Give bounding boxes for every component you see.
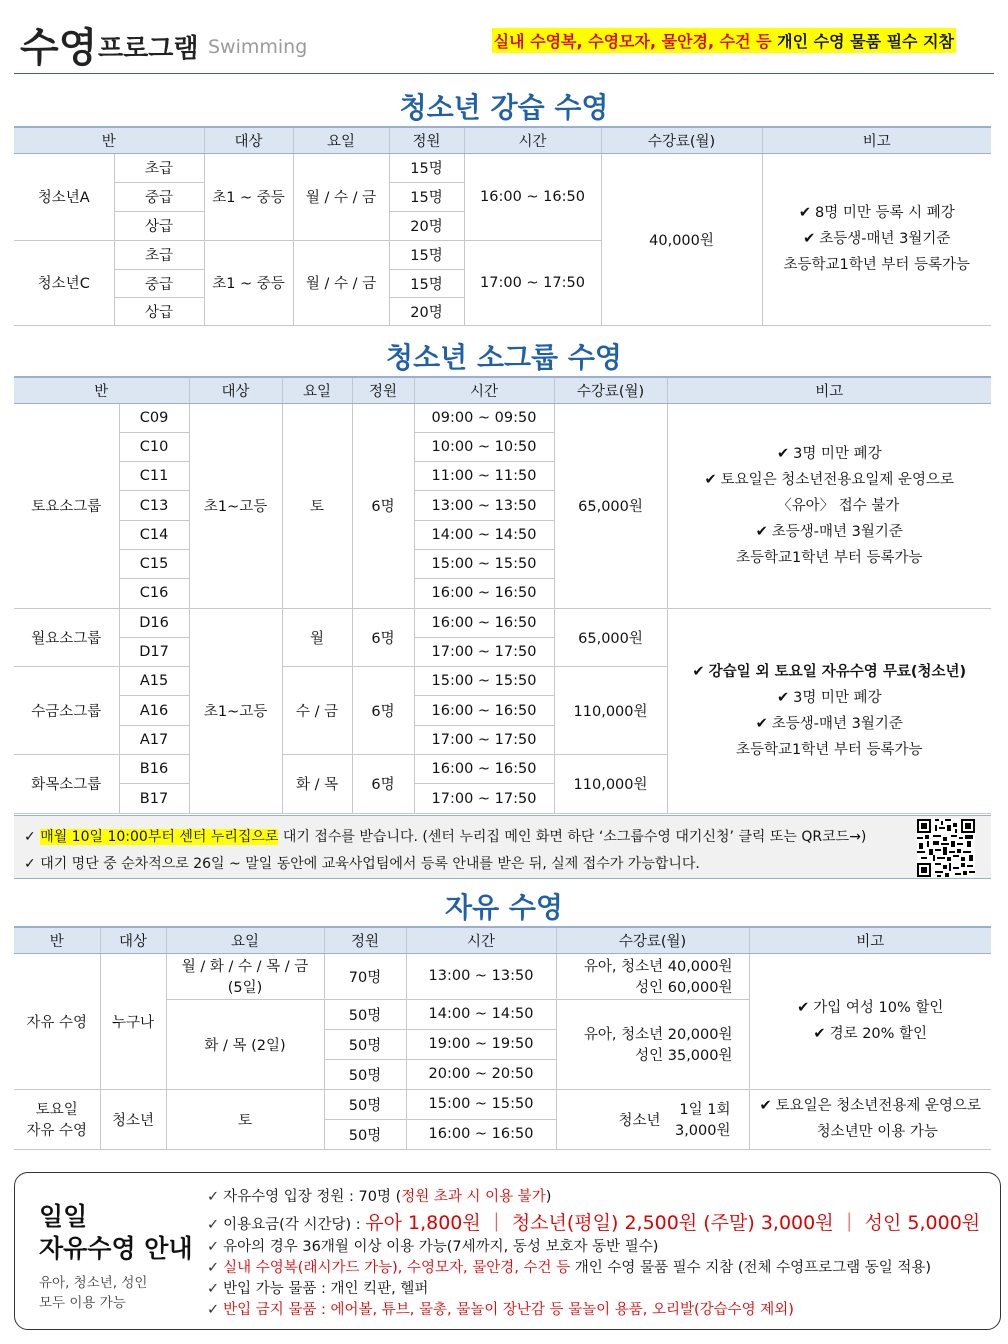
days: 수 / 금 — [282, 667, 352, 755]
daily-line-5: ✓ 반입 가능 물품 : 개인 킥판, 헬퍼 — [207, 1281, 429, 1297]
time: 16:00 ~ 16:50 — [414, 696, 554, 725]
level: 상급 — [114, 211, 204, 240]
time: 15:00 ~ 15:50 — [414, 549, 554, 578]
qr-code-icon[interactable] — [917, 819, 975, 877]
table-header — [14, 927, 991, 953]
col-header: 시간 — [464, 127, 601, 153]
capacity: 15명 — [389, 269, 464, 297]
days: 월 / 수 / 금 — [293, 240, 389, 325]
class-code: C14 — [119, 520, 189, 549]
col-header: 대상 — [100, 927, 166, 953]
time: 16:00 ~ 16:50 — [414, 579, 554, 608]
check-icon: ✔ — [797, 1000, 810, 1016]
check-icon: ✓ — [207, 1189, 220, 1205]
class-code: C15 — [119, 549, 189, 578]
days: 월 / 수 / 금 — [293, 153, 389, 240]
time: 10:00 ~ 10:50 — [414, 432, 554, 461]
daily-line-4: ✓ 실내 수영복(래시가드 가능), 수영모자, 물안경, 수건 등 개인 수영 물품 필수 지참 (전체 수영프로그램 동일 적용) — [207, 1260, 932, 1276]
title-main: 수영 — [20, 25, 98, 71]
capacity: 6명 — [352, 755, 414, 814]
capacity: 6명 — [352, 608, 414, 667]
daily-free-swim-box — [14, 1172, 1001, 1330]
level: 중급 — [114, 269, 204, 297]
fee: 40,000원 — [601, 153, 762, 325]
col-header: 수강료(월) — [601, 127, 762, 153]
col-header: 시간 — [406, 927, 556, 953]
col-header: 정원 — [352, 377, 414, 403]
daily-sub-1: 유아, 청소년, 성인 — [39, 1275, 148, 1291]
daily-line-3: ✓ 유아의 경우 36개월 이상 이용 가능(7세까지, 동성 보호자 동반 필수) — [207, 1239, 659, 1255]
class-name: 월요소그룹 — [14, 608, 119, 667]
small-group-table — [14, 376, 991, 814]
gear-notice — [492, 28, 956, 53]
fee: 110,000원 — [554, 755, 667, 814]
check-icon: ✔ — [704, 471, 717, 488]
fee: 유아, 청소년 40,000원 성인 60,000원 — [556, 953, 749, 999]
page-header — [14, 10, 994, 74]
notes: ✔ 8명 미만 등록 시 폐강 ✔ 초등생-매년 3월기준 초등학교1학년 부터 등록가능 — [762, 153, 991, 325]
class-code: C09 — [119, 403, 189, 432]
check-icon: ✔ — [776, 689, 790, 706]
time: 09:00 ~ 09:50 — [414, 403, 554, 432]
level: 초급 — [114, 240, 204, 269]
table-row — [14, 403, 991, 432]
check-icon: ✔ — [692, 663, 705, 680]
capacity: 50명 — [324, 1119, 406, 1149]
gear-notice-black: 개인 수영 물품 필수 지참 — [771, 32, 954, 51]
time: 17:00 ~ 17:50 — [414, 637, 554, 666]
youth-lesson-table — [14, 126, 991, 326]
check-icon: ✓ — [24, 829, 36, 845]
class-name: 토요일 자유 수영 — [14, 1089, 100, 1149]
daily-line-2: ✓ 이용요금(각 시간당) : 유아 1,800원 ｜ 청소년(평일) 2,500원 (주말) 3,000원 ｜ 성인 5,000원 — [207, 1212, 981, 1234]
col-header: 요일 — [282, 377, 352, 403]
col-header: 대상 — [204, 127, 293, 153]
class-name: 자유 수영 — [14, 953, 100, 1089]
small-group-title: 청소년 소그룹 수영 — [386, 341, 622, 374]
col-header: 대상 — [189, 377, 282, 403]
capacity: 6명 — [352, 667, 414, 755]
level: 중급 — [114, 182, 204, 211]
waitlist-line-1: ✓ 매월 10일 10:00부터 센터 누리집으로 대기 접수를 받습니다. (센터 누리집 메인 화면 하단 ‘소그룹수영 대기신청’ 클릭 또는 QR코드→) — [24, 829, 867, 845]
capacity: 70명 — [324, 953, 406, 999]
capacity: 20명 — [389, 297, 464, 325]
capacity: 50명 — [324, 999, 406, 1029]
notes: ✔ 3명 미만 폐강 ✔ 토요일은 청소년전용요일제 운영으로 〈유아〉 접수 불가 ✔ 초등생-매년 3월기준 초등학교1학년 부터 등록가능 — [667, 403, 991, 608]
target: 초1 ~ 중등 — [204, 153, 293, 240]
time: 15:00 ~ 15:50 — [406, 1089, 556, 1119]
time: 16:00 ~ 16:50 — [414, 608, 554, 637]
class-code: C13 — [119, 491, 189, 520]
class-code: B17 — [119, 784, 189, 813]
col-header: 반 — [14, 927, 100, 953]
time: 16:00 ~ 16:50 — [414, 755, 554, 784]
class-code: C16 — [119, 579, 189, 608]
table-row — [14, 153, 991, 182]
table-header — [14, 377, 991, 403]
fee: 110,000원 — [554, 667, 667, 755]
waitlist-line-2: ✓ 대기 명단 중 순차적으로 26일 ~ 말일 동안에 교육사업팀에서 등록 안내를 받은 뒤, 실제 접수가 가능합니다. — [24, 856, 700, 872]
capacity: 15명 — [389, 153, 464, 182]
fee: 65,000원 — [554, 608, 667, 667]
capacity: 50명 — [324, 1059, 406, 1089]
target: 초1 ~ 중등 — [204, 240, 293, 325]
class-code: A17 — [119, 725, 189, 754]
class-name: 청소년A — [14, 153, 114, 240]
capacity: 50명 — [324, 1089, 406, 1119]
check-icon: ✓ — [207, 1260, 220, 1276]
days: 토 — [166, 1089, 324, 1149]
col-header: 요일 — [293, 127, 389, 153]
col-header: 정원 — [389, 127, 464, 153]
time: 14:00 ~ 14:50 — [406, 999, 556, 1029]
class-code: D17 — [119, 637, 189, 666]
target: 청소년 — [100, 1089, 166, 1149]
capacity: 20명 — [389, 211, 464, 240]
check-icon: ✓ — [24, 856, 36, 872]
daily-title-1: 일일 — [39, 1202, 88, 1231]
check-icon: ✔ — [755, 523, 768, 540]
target: 누구나 — [100, 953, 166, 1089]
check-icon: ✔ — [803, 231, 816, 247]
col-header: 비고 — [762, 127, 991, 153]
col-header: 시간 — [414, 377, 554, 403]
class-code: D16 — [119, 608, 189, 637]
col-header: 수강료(월) — [556, 927, 749, 953]
target: 초1~고등 — [189, 403, 282, 608]
days: 월 / 화 / 수 / 목 / 금 (5일) — [166, 953, 324, 999]
level: 초급 — [114, 153, 204, 182]
table-row — [14, 608, 991, 637]
col-header: 반 — [14, 127, 204, 153]
class-code: C10 — [119, 432, 189, 461]
capacity: 50명 — [324, 1029, 406, 1059]
col-header: 비고 — [749, 927, 991, 953]
free-swim-table — [14, 926, 991, 1150]
table-header — [14, 127, 991, 153]
title-sub: 프로그램 — [98, 34, 199, 64]
capacity: 15명 — [389, 240, 464, 269]
check-icon: ✔ — [776, 445, 790, 462]
check-icon: ✔ — [755, 715, 768, 732]
level: 상급 — [114, 297, 204, 325]
time: 17:00 ~ 17:50 — [464, 240, 601, 325]
class-name: 화목소그룹 — [14, 755, 119, 814]
col-header: 정원 — [324, 927, 406, 953]
days: 화 / 목 — [282, 755, 352, 814]
days: 화 / 목 (2일) — [166, 999, 324, 1089]
time: 20:00 ~ 20:50 — [406, 1059, 556, 1089]
time: 17:00 ~ 17:50 — [414, 784, 554, 813]
class-code: B16 — [119, 755, 189, 784]
title-en: Swimming — [208, 36, 308, 58]
class-code: C11 — [119, 462, 189, 491]
col-header: 반 — [14, 377, 189, 403]
time: 19:00 ~ 19:50 — [406, 1029, 556, 1059]
capacity: 15명 — [389, 182, 464, 211]
fee: 청소년 1일 1회 3,000원 — [556, 1089, 749, 1149]
daily-sub-2: 모두 이용 가능 — [39, 1295, 126, 1311]
check-icon: ✓ — [207, 1217, 220, 1233]
time: 16:00 ~ 16:50 — [406, 1119, 556, 1149]
time: 11:00 ~ 11:50 — [414, 462, 554, 491]
col-header: 수강료(월) — [554, 377, 667, 403]
notes: ✔ 강습일 외 토요일 자유수영 무료(청소년) ✔ 3명 미만 폐강 ✔ 초등생-매년 3월기준 초등학교1학년 부터 등록가능 — [667, 608, 991, 813]
daily-line-1: ✓ 자유수영 입장 정원 : 70명 (정원 초과 시 이용 불가) — [207, 1189, 552, 1205]
class-name: 수금소그룹 — [14, 667, 119, 755]
table-row — [14, 1089, 991, 1119]
capacity: 6명 — [352, 403, 414, 608]
class-name: 토요소그룹 — [14, 403, 119, 608]
days: 월 — [282, 608, 352, 667]
check-icon: ✓ — [207, 1302, 220, 1318]
time: 13:00 ~ 13:50 — [414, 491, 554, 520]
target: 초1~고등 — [189, 608, 282, 813]
class-name: 청소년C — [14, 240, 114, 325]
gear-notice-red: 실내 수영복, 수영모자, 물안경, 수건 등 — [493, 32, 772, 51]
time: 16:00 ~ 16:50 — [464, 153, 601, 240]
notes: ✔ 토요일은 청소년전용제 운영으로 청소년만 이용 가능 — [749, 1089, 991, 1149]
time: 15:00 ~ 15:50 — [414, 667, 554, 696]
class-code: A15 — [119, 667, 189, 696]
class-code: A16 — [119, 696, 189, 725]
table-row — [14, 953, 991, 999]
col-header: 비고 — [667, 377, 991, 403]
time: 14:00 ~ 14:50 — [414, 520, 554, 549]
time: 17:00 ~ 17:50 — [414, 725, 554, 754]
fee: 유아, 청소년 20,000원 성인 35,000원 — [556, 999, 749, 1089]
check-icon: ✔ — [798, 205, 811, 221]
time: 13:00 ~ 13:50 — [406, 953, 556, 999]
youth-lesson-title: 청소년 강습 수영 — [399, 91, 609, 124]
days: 토 — [282, 403, 352, 608]
fee: 65,000원 — [554, 403, 667, 608]
daily-line-6: ✓ 반입 금지 물품 : 에어볼, 튜브, 물총, 물놀이 장난감 등 물놀이 용품, 오리발(강습수영 제외) — [207, 1302, 794, 1318]
daily-title-2: 자유수영 안내 — [39, 1234, 193, 1263]
col-header: 요일 — [166, 927, 324, 953]
waitlist-notice — [14, 815, 991, 879]
notes: ✔ 가입 여성 10% 할인 ✔ 경로 20% 할인 — [749, 953, 991, 1089]
check-icon: ✓ — [207, 1239, 220, 1255]
check-icon: ✓ — [207, 1281, 220, 1297]
free-swim-title: 자유 수영 — [445, 891, 563, 924]
check-icon: ✔ — [813, 1026, 826, 1042]
check-icon: ✔ — [759, 1098, 772, 1114]
